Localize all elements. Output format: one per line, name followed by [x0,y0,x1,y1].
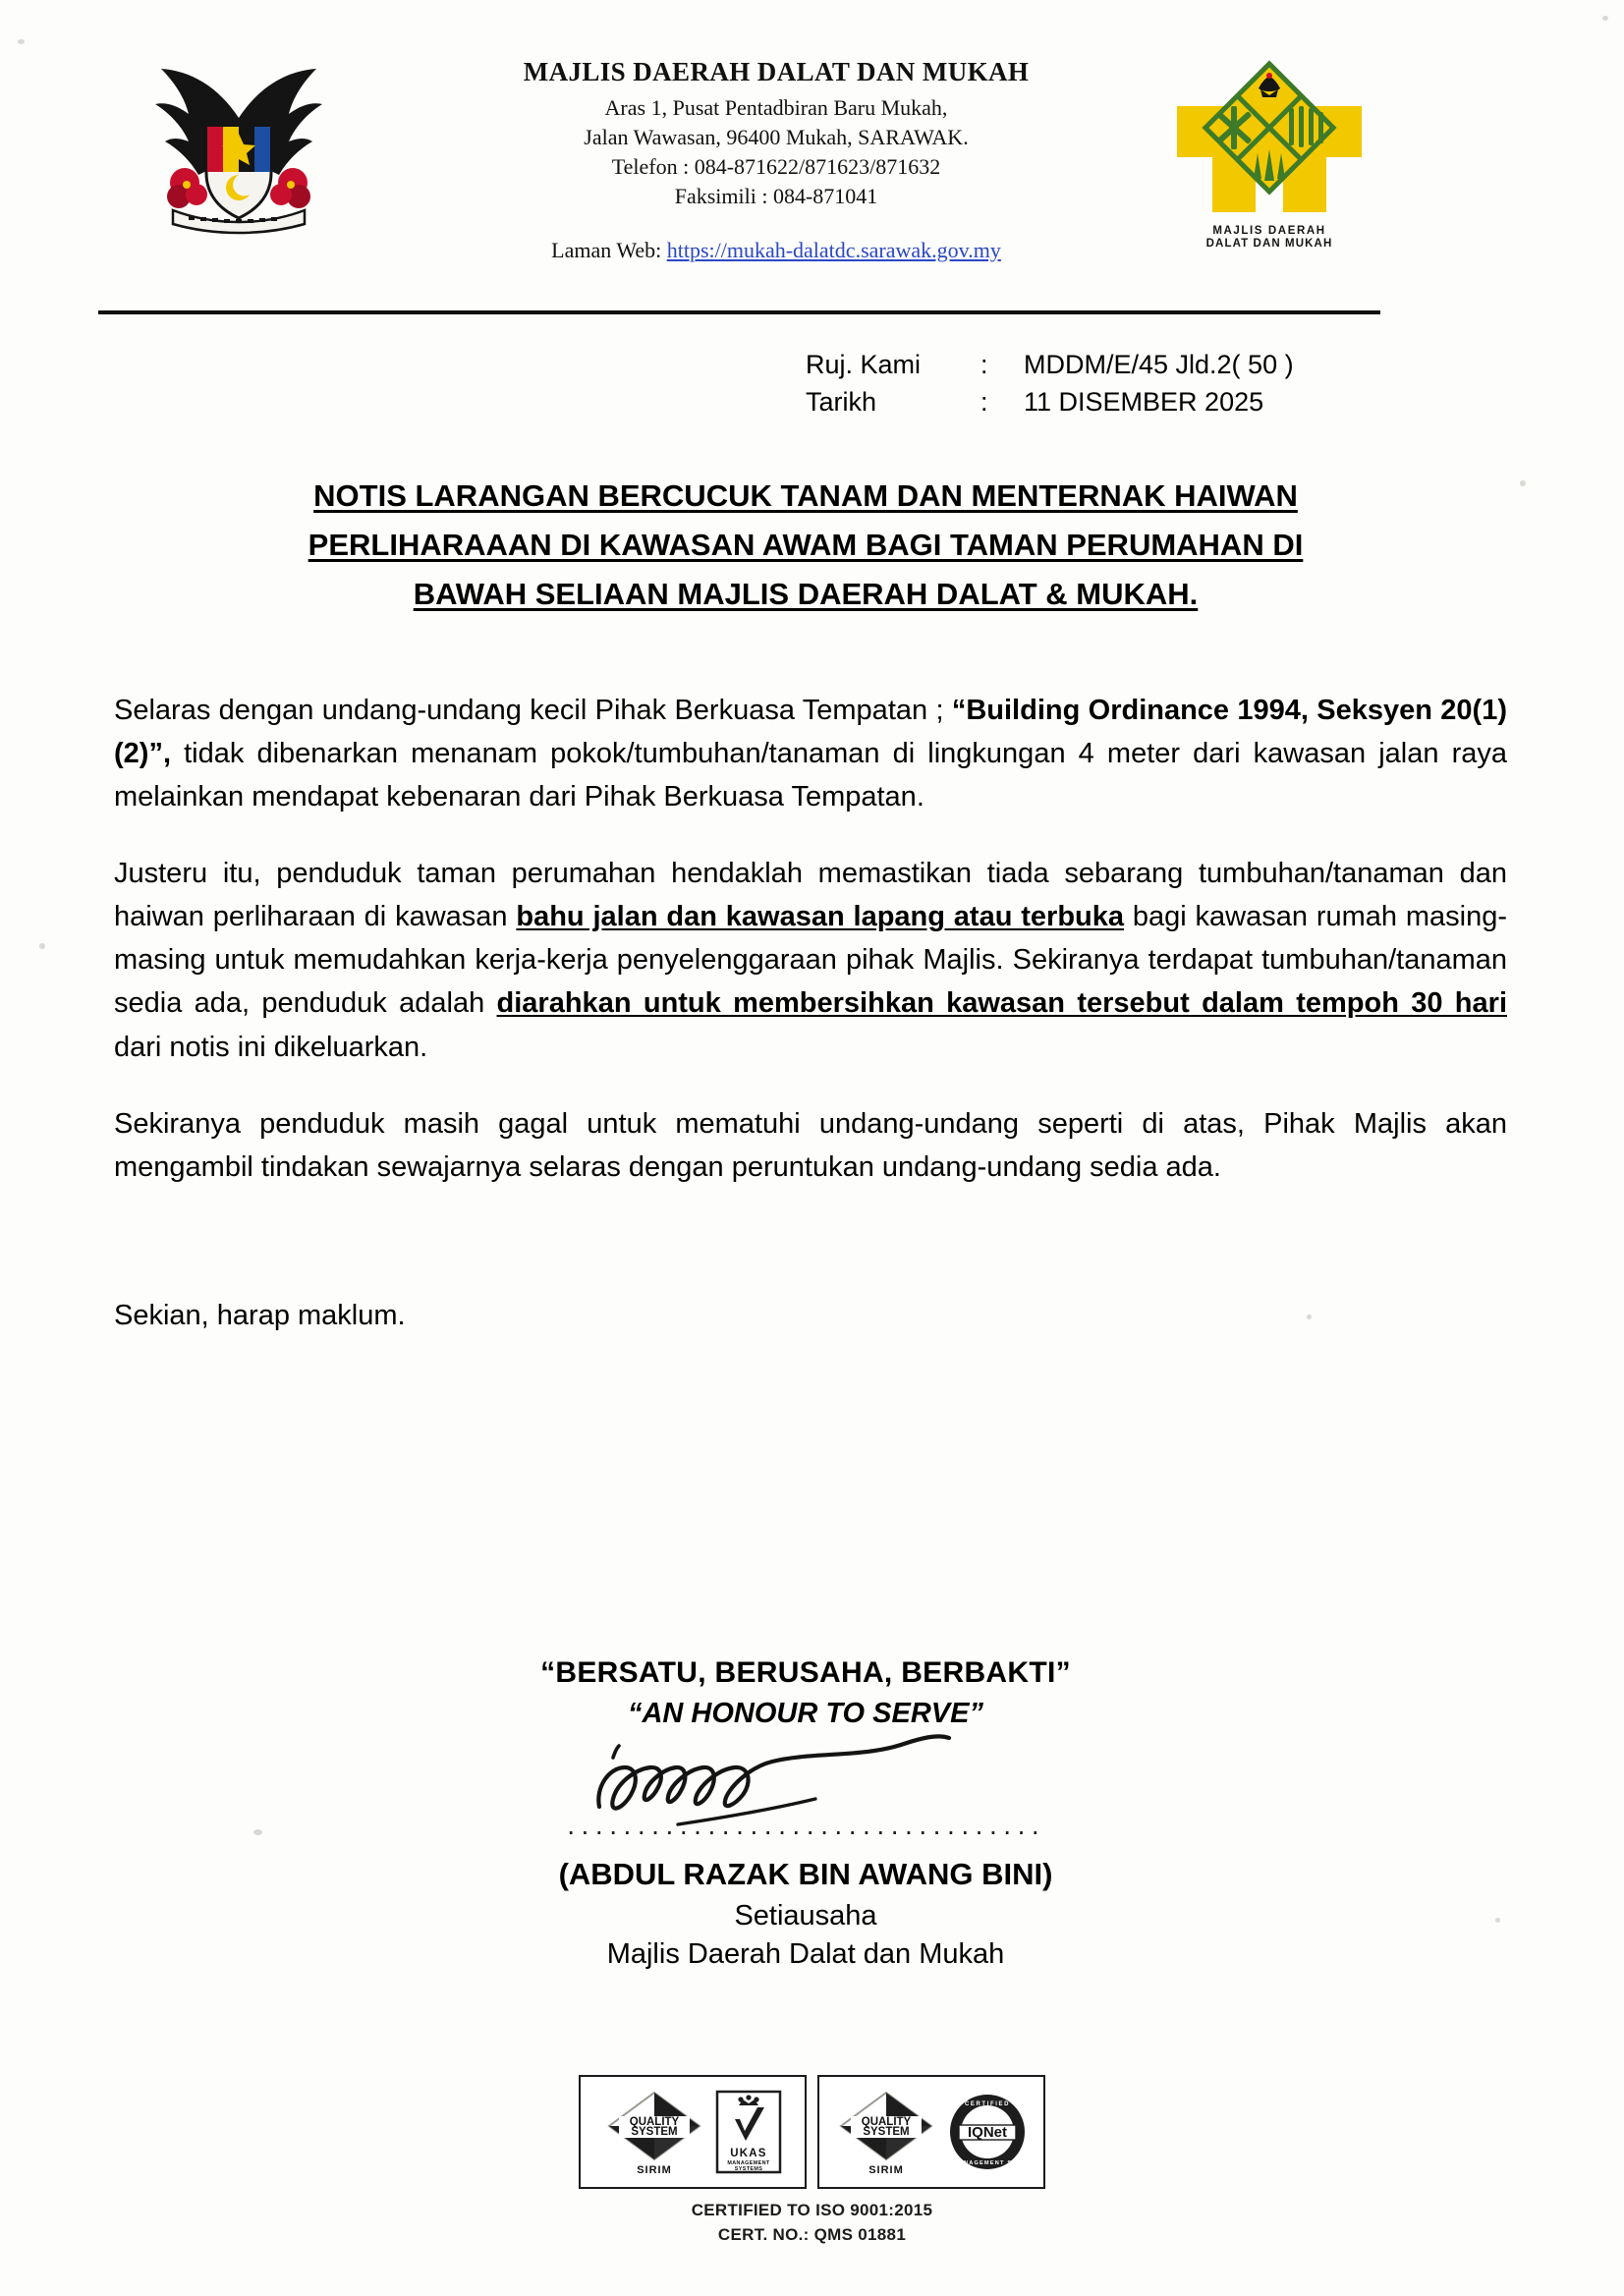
page-title [108,472,1503,620]
date-label: Tarikh [806,387,877,418]
svg-text:MANAGEMENT SYS: MANAGEMENT SYS [952,2160,1023,2166]
svg-text:CERTIFIED: CERTIFIED [964,2101,1011,2107]
motto-malay: “BERSATU, BERUSAHA, BERBAKTI” [540,1656,1071,1689]
svg-text:QUALITY: QUALITY [629,2116,680,2128]
title-line-3: BAWAH SELIAAN MAJLIS DAERAH DALAT & MUKAH. [413,577,1199,612]
reference-block [806,346,1294,421]
p1-text-b: tidak dibenarkan menanam pokok/tumbuhan/tanaman di lingkungan 4 meter dari kawasan jalan raya melainkan mendapat kebenaran dari Pihak Berkuasa Tempatan. [114,738,1507,813]
paragraph-3: Sekiranya penduduk masih gagal untuk mematuhi undang-undang seperti di atas, Pihak Majlis akan mengambil tindakan sewajarnya selaras dengan peruntukan undang-undang sedia ada. [114,1107,1507,1183]
scan-speck [18,39,25,44]
title-line-1: NOTIS LARANGAN BERCUCUK TANAM DAN MENTERNAK HAIWAN [313,478,1298,513]
motto-english: “AN HONOUR TO SERVE” [627,1698,983,1729]
mddm-logo-caption-line1: MAJLIS DAERAH [1212,225,1326,237]
header-divider-rule [98,310,1380,314]
svg-text:MANAGEMENT: MANAGEMENT [727,2160,770,2166]
signature-block [108,1656,1503,1971]
iso-certified-line: CERTIFIED TO ISO 9001:2015 [691,2201,933,2219]
iso-certification-text [0,2199,1624,2247]
handwritten-signature-icon [570,1734,1041,1828]
title-line-2: PERLIHARAAAN DI KAWASAN AWAM BAGI TAMAN PERUMAHAN DI [308,528,1304,563]
paragraph-1 [114,689,1507,818]
iqnet-logo-icon [945,2090,1030,2174]
p2-text-b: bagi kawasan rumah masing-masing untuk memudahkan kerja-kerja penyelenggaraan pihak Majlis. Sekiranya terdapat tumbuhan/tanaman sedia ada, penduduk adalah [114,901,1507,1020]
iso-cert-number-line: CERT. NO.: QMS 01881 [717,2224,907,2244]
paragraph-2 [114,852,1507,1068]
organisation-name: MAJLIS DAERAH DALAT DAN MUKAH [523,57,1030,86]
closing-line: Sekian, harap maklum. [114,1299,406,1331]
sirim-ukas-logo-box [579,2075,807,2189]
sirim-quality-system-icon [601,2085,707,2179]
p2-text-a: Justeru itu, penduduk taman perumahan hendaklah memastikan tiada sebarang tumbuhan/tanaman dan haiwan perliharaan di kawasan [114,858,1507,933]
svg-text:SYSTEM: SYSTEM [863,2126,910,2138]
sirim-iqnet-logo-box [817,2075,1045,2189]
mddm-council-logo-icon [1169,55,1371,252]
reference-colon: : [980,350,988,379]
date-colon: : [980,387,988,418]
body-spacer [114,1222,1507,1265]
ukas-accreditation-icon [713,2088,784,2176]
p1-text-a: Selaras dengan undang-undang kecil Pihak Berkuasa Tempatan ; [114,695,952,726]
svg-text:SYSTEM: SYSTEM [631,2126,678,2138]
p2-text-c: dari notis ini dikeluarkan. [114,1031,428,1063]
scan-speck [1602,16,1608,21]
iso-certification-footer [0,2075,1624,2247]
organisation-details [413,57,1140,263]
signer-organisation: Majlis Daerah Dalat dan Mukah [606,1938,1005,1970]
letterhead [0,45,1624,281]
p1-ordinance-citation: “Building Ordinance 1994, Seksyen 20(1)(2)”, [114,695,1507,770]
website-link[interactable]: https://mukah-dalatdc.sarawak.gov.my [666,237,1001,262]
date-value: 11 DISEMBER 2025 [1024,387,1264,418]
website-label: Laman Web: [551,237,662,262]
p2-emphasis-road-shoulder: bahu jalan dan kawasan lapang atau terbuka [516,901,1125,933]
telephone-line: Telefon : 084-871622/871623/871632 [611,154,941,180]
mddm-logo-caption-line2: DALAT DAN MUKAH [1205,238,1333,250]
address-line-2: Jalan Wawasan, 96400 Mukah, SARAWAK. [584,125,969,150]
scan-speck [1520,480,1526,486]
svg-text:QUALITY: QUALITY [861,2116,912,2128]
signer-role: Setiausaha [734,1900,877,1932]
fax-line: Faksimili : 084-871041 [674,184,878,209]
reference-label: Ruj. Kami [806,350,922,379]
jata-negara-crest-icon [145,53,332,236]
sirim-quality-system-icon [833,2085,939,2179]
iso-logo-boxes [0,2075,1624,2189]
scan-speck [39,943,45,949]
p2-emphasis-30-days: diarahkan untuk membersihkan kawasan tersebut dalam tempoh 30 hari [496,987,1507,1020]
svg-text:SYSTEMS: SYSTEMS [734,2166,763,2172]
reference-value: MDDM/E/45 Jld.2( 50 ) [1024,350,1294,379]
reference-row [806,346,1294,383]
signer-name: (ABDUL RAZAK BIN AWANG BINI) [558,1857,1053,1891]
website-line [413,238,1140,263]
date-row [806,383,1294,420]
svg-text:SIRIM: SIRIM [637,2164,672,2176]
address-line-1: Aras 1, Pusat Pentadbiran Baru Mukah, [604,95,948,120]
svg-text:UKAS: UKAS [730,2148,767,2159]
signature-dotted-line: ·································· [566,1816,1045,1846]
svg-text:SIRIM: SIRIM [868,2164,904,2176]
document-body [114,660,1507,1337]
svg-text:IQNet: IQNet [967,2124,1008,2141]
